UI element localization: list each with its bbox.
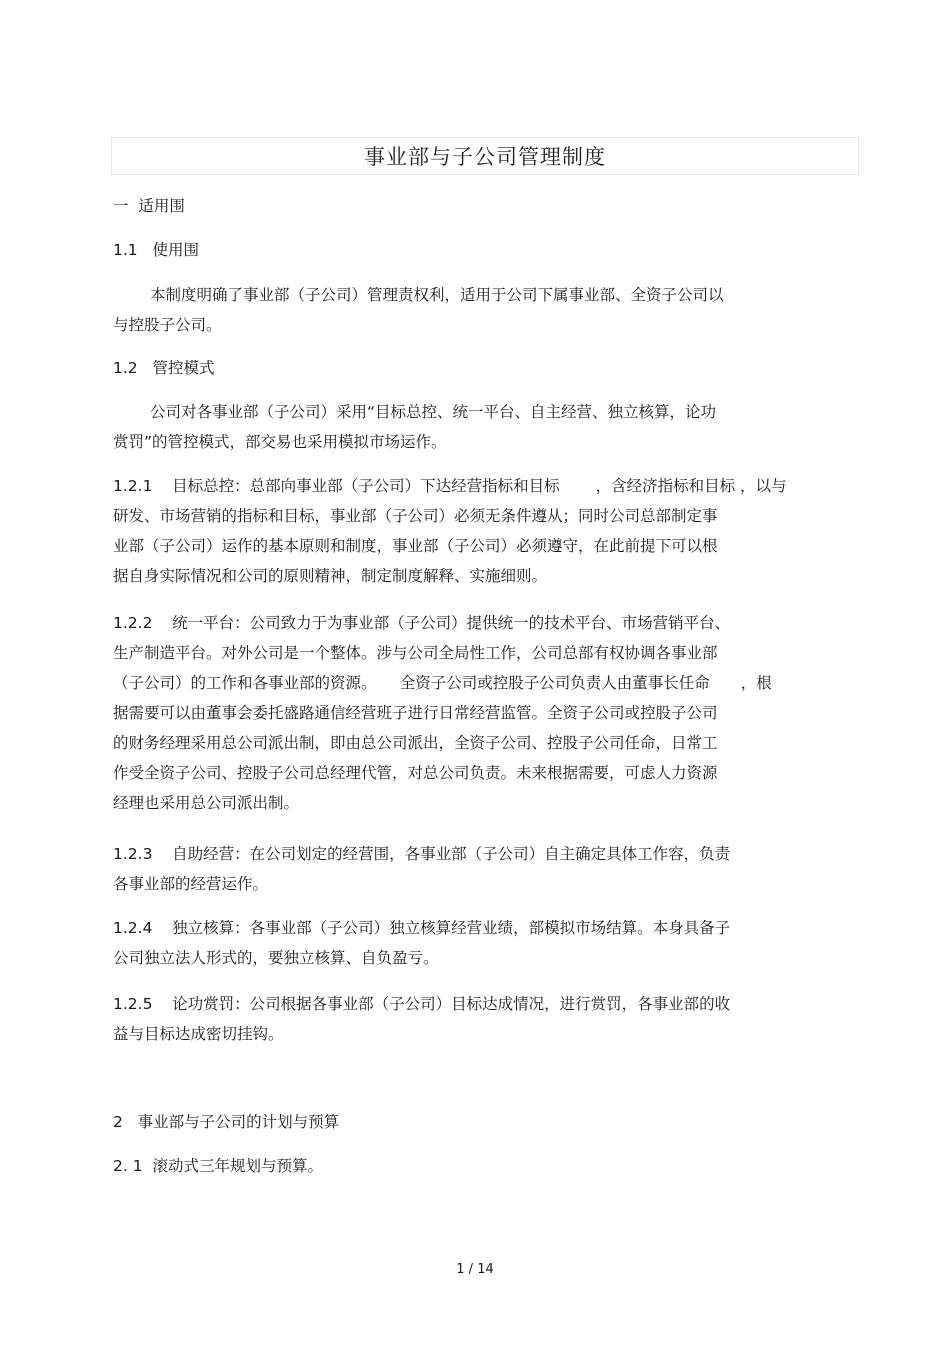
section-1-1-heading (113, 235, 199, 265)
section-1-2-heading (113, 353, 214, 383)
title-box (111, 137, 859, 175)
paragraph-line: 生产制造平台。对外公司是一个整体。涉与公司全局性工作，公司总部有权协调各事业部 (113, 644, 718, 662)
clause-number: 1.2.2 (113, 614, 153, 632)
paragraph-line: （子公司）的工作和各事业部的资源。 全资子公司或控股子公司负责人由董事长任命 ，根 (113, 674, 772, 692)
paragraph-line: 益与目标达成密切挂钩。 (113, 1025, 284, 1043)
paragraph-line: 赏罚”的管控模式，部交易也采用模拟市场运作。 (113, 433, 447, 451)
paragraph-1-2-5 (113, 989, 730, 1049)
paragraph-line: 本制度明确了事业部（子公司）管理责权利，适用于公司下属事业部、全资子公司以 (150, 286, 724, 304)
section-title: 适用围 (138, 197, 185, 215)
paragraph-line (113, 913, 730, 943)
paragraph-line (113, 989, 730, 1019)
paragraph-line: 据需要可以由董事会委托盛路通信经营班子进行日常经营监管。全资子公司或控股子公司 (113, 704, 718, 722)
paragraph-line: 与控股子公司。 (113, 316, 222, 334)
paragraph-1-2-4 (113, 913, 730, 973)
current-page: 1 (456, 1262, 465, 1277)
section-2-1-heading (113, 1151, 323, 1181)
section-title: 事业部与子公司的计划与预算 (137, 1113, 340, 1131)
section-number: 1.1 (113, 241, 138, 259)
clause-text: 统一平台：公司致力于为事业部（子公司）提供统一的技术平台、市场营销平台、 (172, 614, 731, 632)
section-1-heading (113, 191, 185, 221)
total-pages: 14 (477, 1262, 494, 1277)
clause-text: 目标总控：总部向事业部（子公司）下达经营指标和目标 ，含经济指标和目标 ，以与 (172, 477, 787, 495)
page-separator: / (468, 1262, 474, 1277)
paragraph-line: 各事业部的经营运作。 (113, 875, 269, 893)
paragraph-1-2-2 (113, 608, 772, 818)
clause-number: 1.2.1 (113, 477, 153, 495)
paragraph-1-2 (113, 397, 716, 457)
section-title: 滚动式三年规划与预算。 (152, 1157, 323, 1175)
clause-text: 论功赏罚：公司根据各事业部（子公司）目标达成情况，进行赏罚，各事业部的收 (172, 995, 731, 1013)
section-2-heading (113, 1107, 339, 1137)
paragraph-line: 的财务经理采用总公司派出制，即由总公司派出，全资子公司、控股子公司任命，日常工 (113, 734, 718, 752)
paragraph-line (113, 839, 730, 869)
section-number: 一 (113, 197, 129, 215)
paragraph-1-1 (113, 280, 724, 340)
paragraph-1-2-1 (113, 471, 787, 591)
section-number: 2. 1 (113, 1157, 143, 1175)
paragraph-line: 公司对各事业部（子公司）采用“目标总控、统一平台、自主经营、独立核算，论功 (150, 403, 717, 421)
paragraph-line: 作受全资子公司、控股子公司总经理代管，对总公司负责。未来根据需要，可虑人力资源 (113, 764, 718, 782)
clause-text: 独立核算：各事业部（子公司）独立核算经营业绩，部模拟市场结算。本身具备子 (172, 919, 731, 937)
paragraph-line (113, 471, 787, 501)
paragraph-line: 公司独立法人形式的，要独立核算、自负盈亏。 (113, 949, 439, 967)
clause-number: 1.2.5 (113, 995, 153, 1013)
paragraph-line: 据自身实际情况和公司的原则精神，制定制度解释、实施细则。 (113, 567, 548, 585)
clause-text: 自助经营：在公司划定的经营围，各事业部（子公司）自主确定具体工作容，负责 (172, 845, 731, 863)
section-title: 使用围 (152, 241, 199, 259)
section-number: 1.2 (113, 359, 138, 377)
document-title: 事业部与子公司管理制度 (364, 145, 606, 169)
section-number: 2 (113, 1113, 123, 1131)
paragraph-line: 业部（子公司）运作的基本原则和制度，事业部（子公司）必须遵守，在此前提下可以根 (113, 537, 718, 555)
section-title: 管控模式 (152, 359, 215, 377)
paragraph-line: 研发、市场营销的指标和目标，事业部（子公司）必须无条件遵从；同时公司总部制定事 (113, 507, 718, 525)
paragraph-line: 经理也采用总公司派出制。 (113, 794, 300, 812)
paragraph-line (113, 608, 772, 638)
page-indicator (0, 1262, 950, 1277)
clause-number: 1.2.3 (113, 845, 153, 863)
clause-number: 1.2.4 (113, 919, 153, 937)
paragraph-1-2-3 (113, 839, 730, 899)
